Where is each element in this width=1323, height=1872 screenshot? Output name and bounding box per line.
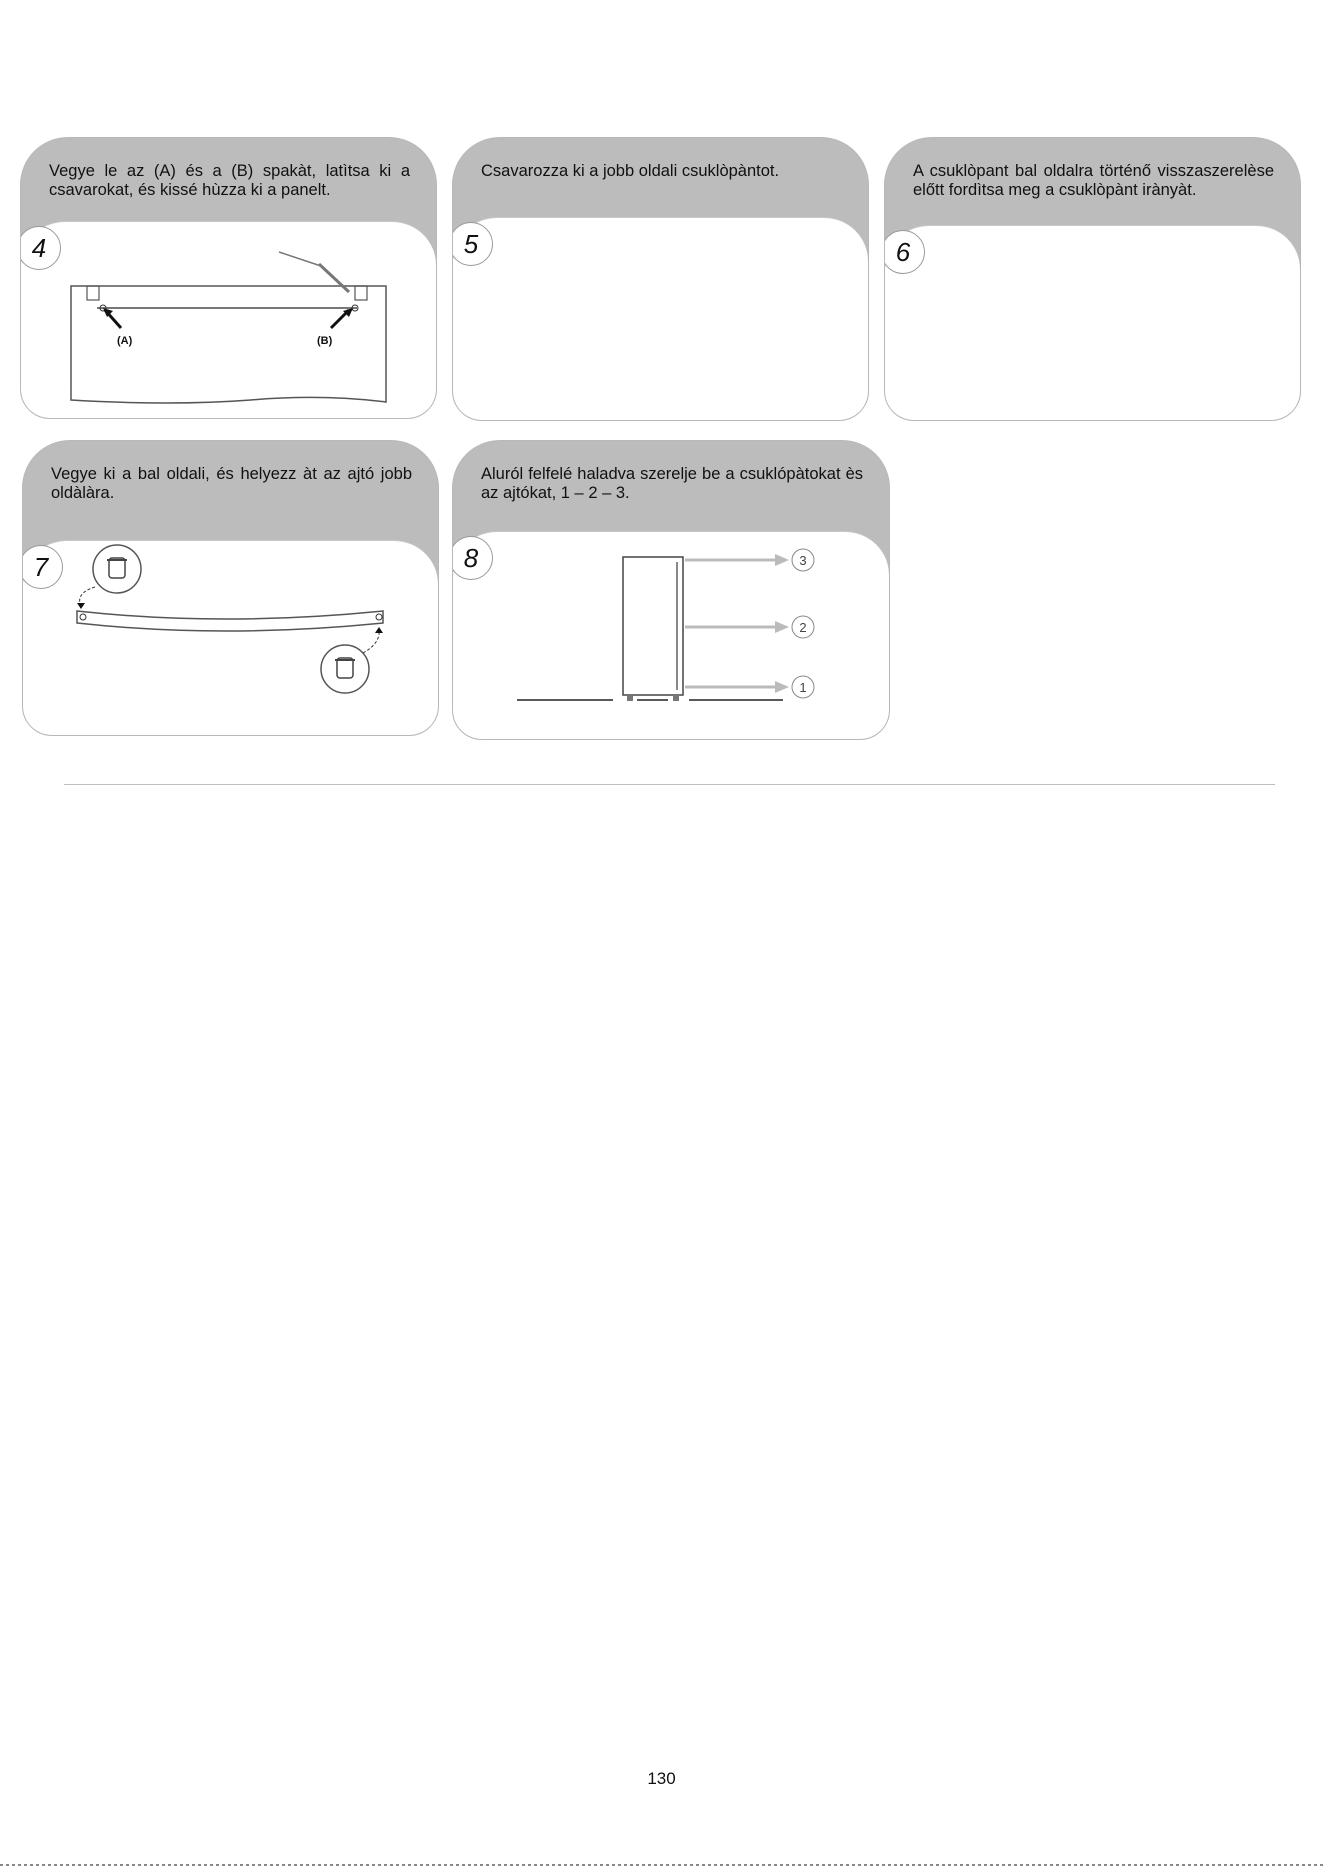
step-8-instruction: Aluról felfelé haladva szerelje be a csuklópàtokat ès az ajtókat, 1 – 2 – 3. [481, 465, 863, 502]
step-card-4 [20, 137, 437, 419]
step-6-illustration-area [885, 225, 1300, 420]
step-4-instruction: Vegye le az (A) és a (B) spakàt, latìtsa ki a csavarokat, és kissé hùzza ki a panelt. [49, 162, 410, 199]
arrow-marker-2 [685, 616, 814, 638]
step-7-number: 7 [22, 545, 63, 589]
svg-text:3: 3 [799, 553, 807, 568]
step-card-8 [452, 440, 890, 740]
hinge-swap-illustration [23, 541, 438, 735]
svg-text:1: 1 [799, 680, 807, 695]
section-divider [64, 784, 1275, 785]
step-5-illustration-area [453, 217, 868, 420]
bottom-dashed-border [0, 1864, 1323, 1866]
step-4-illustration-area [21, 221, 436, 418]
step-card-6 [884, 137, 1301, 421]
panel-removal-illustration [21, 222, 436, 418]
step-card-5 [452, 137, 869, 421]
step-5-instruction: Csavarozza ki a jobb oldali csuklòpàntot. [481, 162, 780, 180]
label-a: (A) [117, 335, 133, 347]
step-4-number: 4 [20, 226, 61, 270]
arrow-marker-3 [685, 549, 814, 571]
step-7-instruction: Vegye ki a bal oldali, és helyezz àt az ajtó jobb oldàlàra. [51, 465, 412, 502]
page-number: 130 [647, 1769, 676, 1788]
door-assembly-illustration [453, 532, 889, 739]
arrow-marker-1 [685, 676, 814, 698]
step-5-number: 5 [452, 222, 493, 266]
step-7-illustration-area [23, 540, 438, 735]
label-b: (B) [317, 335, 333, 347]
step-6-number: 6 [884, 230, 925, 274]
step-card-7 [22, 440, 439, 736]
step-8-number: 8 [452, 536, 493, 580]
svg-text:2: 2 [799, 620, 807, 635]
step-6-instruction: A csuklòpant bal oldalra történő visszaszerelèse előtt fordìtsa meg a csuklòpànt irànyàt. [913, 162, 1274, 199]
step-8-illustration-area [453, 531, 889, 739]
